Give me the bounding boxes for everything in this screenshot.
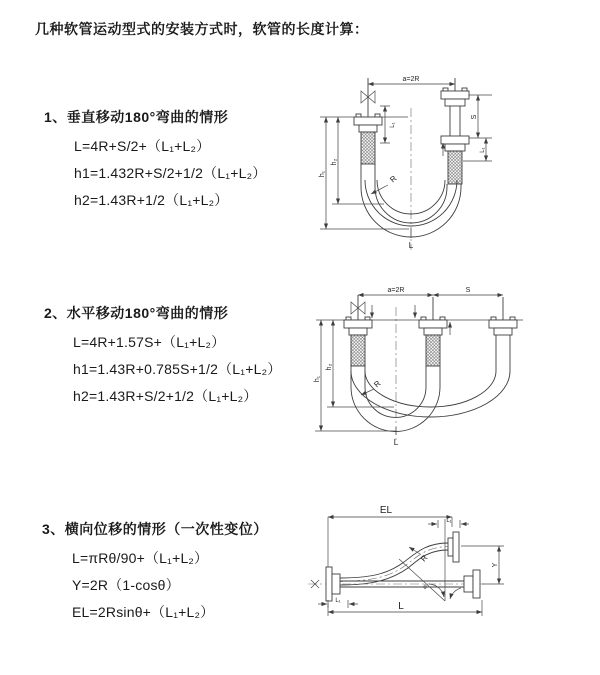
formula-h1: h1=1.43R+0.785S+1/2（L₁+L₂） (73, 361, 282, 377)
dim-label-h2: h₂ (331, 158, 338, 166)
formula-length: L=4R+1.57S+（L₁+L₂） (73, 334, 226, 350)
right-flange-hub (464, 576, 473, 592)
angle-arc-arrow (429, 584, 444, 597)
ext-lines (463, 95, 492, 161)
right-flange-lower-hub (445, 144, 465, 151)
middle-braid-section (426, 335, 440, 366)
dim-label-l1-right: L₁ (480, 147, 486, 153)
left-flange-hub (359, 125, 377, 132)
dim-label-el: EL (379, 505, 393, 516)
formula-el: EL=2Rsinθ+（L₁+L₂） (72, 604, 215, 620)
middle-flange-hub (424, 328, 442, 335)
diagram-lateral-displacement (298, 497, 598, 651)
dim-label-h2: h₂ (326, 363, 333, 371)
right-flange (489, 320, 517, 328)
radius-leader (361, 389, 374, 395)
ext-lines (328, 517, 452, 567)
dim-label-radius: R (372, 378, 383, 390)
right-pipe-walls (450, 106, 460, 136)
bolt (365, 317, 370, 320)
bolt (491, 317, 496, 320)
left-flange (354, 117, 382, 125)
dim-label-h1: h₁ (314, 375, 321, 383)
dim-label-l1-left: L₁ (335, 598, 341, 604)
formula-length: L=πRθ/90+（L₁+L₂） (72, 550, 209, 566)
formula-h1: h1=1.432R+S/2+1/2（L₁+L₂） (74, 165, 267, 181)
formula-h2: h2=1.43R+S/2+1/2（L₁+L₂） (73, 388, 258, 404)
dim-label-h1: h₁ (319, 170, 326, 178)
dim-label-l1-left: L₁ (390, 122, 396, 128)
section-2-heading: 2、水平移动180°弯曲的情形 (44, 305, 229, 321)
dim-label-s: S (471, 114, 478, 120)
dim-label-radius: R (388, 173, 399, 185)
left-flange-hub (332, 574, 340, 594)
dim-label-width: a=2R (402, 76, 420, 83)
dim-label-l1-top: L₁ (446, 518, 452, 524)
left-flange-hub (349, 328, 367, 335)
dim-label-y: Y (492, 562, 499, 568)
section-3-formulas (72, 545, 214, 626)
bolt (346, 317, 351, 320)
dim-label-theta: θ (423, 585, 427, 591)
section-1-formulas (74, 133, 266, 214)
section-2-formulas (73, 329, 281, 410)
hose-lower-wall (340, 550, 448, 585)
radius-line (399, 559, 445, 601)
right-pipe-walls (496, 335, 510, 347)
angle-arc-arrow (450, 588, 461, 599)
dim-label-shift: S (465, 287, 471, 294)
page-title: 几种软管运动型式的安装方式时，软管的长度计算： (35, 21, 369, 37)
dim-label-length: L (393, 438, 399, 447)
right-flange-hub (494, 328, 512, 335)
hose-original-outer (351, 366, 440, 432)
right-flange-upper-hub (445, 99, 465, 106)
right-braid-section (448, 151, 462, 184)
section-1-heading: 1、垂直移动180°弯曲的情形 (44, 109, 229, 125)
diagram-vertical-180-bend (308, 64, 598, 264)
left-flange-plate (326, 567, 332, 601)
hose-upper-wall (340, 543, 448, 578)
dim-label-length: L (398, 601, 404, 612)
formula-y: Y=2R（1-cosθ） (72, 577, 180, 593)
dim-label-width: a=2R (387, 287, 405, 294)
left-flange (344, 320, 372, 328)
right-flange-lower (441, 136, 469, 144)
left-braid-section (361, 132, 375, 164)
pipe-stems (358, 295, 503, 320)
hose-original-inner (365, 366, 426, 417)
bolt (440, 317, 445, 320)
bolt (421, 317, 426, 320)
formula-length: L=4R+S/2+（L₁+L₂） (74, 138, 211, 154)
right-flange-upper (441, 91, 469, 99)
upper-flange-hub (448, 538, 453, 556)
dim-label-radius: R (418, 553, 430, 564)
diagram-horizontal-180-bend (308, 283, 598, 455)
middle-flange (419, 320, 447, 328)
section-3-heading: 3、横向位移的情形（一次性变位） (42, 521, 268, 537)
radius-leader (409, 547, 420, 554)
left-braid-section (351, 335, 365, 366)
bolt (510, 317, 515, 320)
right-flange-plate (473, 570, 480, 598)
ext-lines (328, 600, 482, 616)
formula-h2: h2=1.43R+1/2（L₁+L₂） (74, 192, 229, 208)
dim-label-length: L (408, 241, 414, 250)
upper-flange-plate (453, 532, 459, 562)
